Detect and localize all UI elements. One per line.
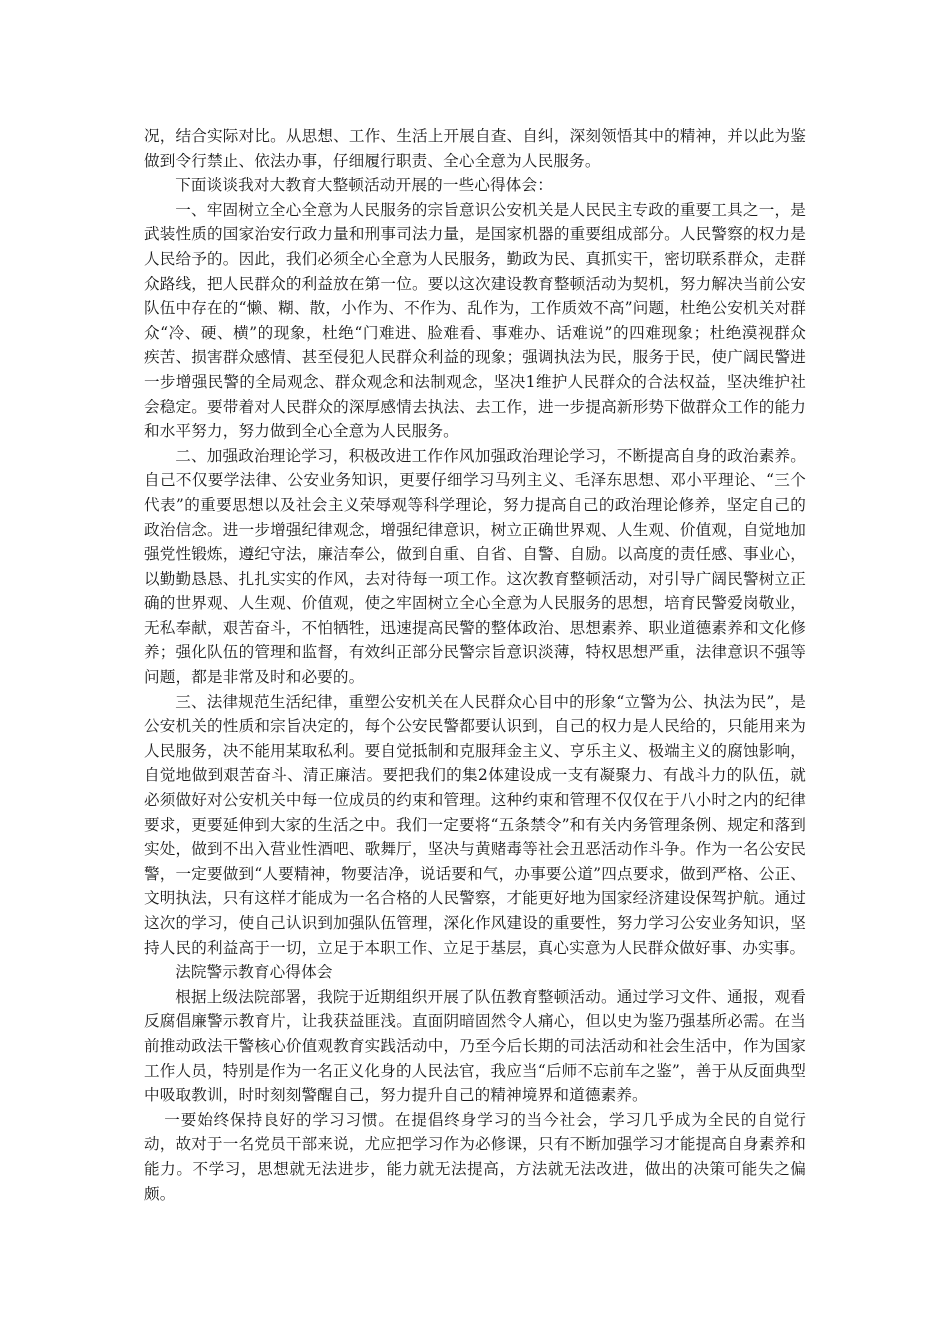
document-body	[144, 124, 806, 1206]
heading-court-warning-education: 法院警示教育心得体会	[175, 963, 333, 982]
paragraph-continuation: 况，结合实际对比。从思想、工作、生活上开展自查、自纠，深刻领悟其中的精神，并以此为鉴做到令行禁止、依法办事，仔细履行职责、全心全意为人民服务。	[144, 127, 806, 170]
paragraph-section-2: 二、加强政治理论学习，积极改进工作作风加强政治理论学习，不断提高自身的政治素养。自己不仅要学法律、公安业务知识，更要仔细学习马列主义、毛泽东思想、邓小平理论、“三个代表”的重要思想以及社会主义荣辱观等科学理论，努力提高自己的政治理论修养，坚定自己的政治信念。进一步增强纪律观念，增强纪律意识，树立正确世界观、人生观、价值观，自觉地加强党性锻炼，遵纪守法，廉洁奉公，做到自重、自省、自警、自励。以高度的责任感、事业心，以勤勤恳恳、扎扎实实的作风，去对待每一项工作。这次教育整顿活动，对引导广阔民警树立正确的世界观、人生观、价值观，使之牢固树立全心全意为人民服务的思想，培育民警爱岗敬业，无私奉献，艰苦奋斗，不怕牺牲，迅速提高民警的整体政治、思想素养、职业道德素养和文化修养；强化队伍的管理和监督，有效纠正部分民警宗旨意识淡薄，特权思想严重，法律意识不强等问题，都是非常及时和必要的。	[144, 446, 806, 687]
paragraph-section-1: 一、牢固树立全心全意为人民服务的宗旨意识公安机关是人民民主专政的重要工具之一，是武装性质的国家治安行政力量和刑事司法力量，是国家机器的重要组成部分。人民警察的权力是人民给予的。因此，我们必须全心全意为人民服务，勤政为民、真抓实干，密切联系群众，走群众路线，把人民群众的利益放在第一位。要以这次建设教育整顿活动为契机，努力解决当前公安队伍中存在的“懒、糊、散，小作为、不作为、乱作为，工作质效不高”问题，杜绝公安机关对群众“冷、硬、横”的现象，杜绝“门难进、脸难看、事难办、话难说”的四难现象；杜绝漠视群众疾苦、损害群众感情、甚至侵犯人民群众利益的现象；强调执法为民，服务于民，使广阔民警进一步增强民警的全局观念、群众观念和法制观念，坚决1维护人民群众的合法权益，坚决维护社会稳定。要带着对人民群众的深厚感情去执法、去工作，进一步提高新形势下做群众工作的能力和水平努力，努力做到全心全意为人民服务。	[144, 200, 806, 441]
paragraph-court-study-habits: 一要始终保持良好的学习习惯。在提倡终身学习的当今社会，学习几乎成为全民的自觉行动，故对于一名党员干部来说，尤应把学习作为必修课，只有不断加强学习才能提高自身素养和能力。不学习，思想就无法进步，能力就无法提高，方法就无法改进，做出的决策可能失之偏颇。	[144, 1110, 806, 1203]
paragraph-section-3: 三、法律规范生活纪律，重塑公安机关在人民群众心目中的形象“立警为公、执法为民”，是公安机关的性质和宗旨决定的，每个公安民警都要认识到，自己的权力是人民给的，只能用来为人民服务，决不能用某取私利。要自觉抵制和克服拜金主义、亨乐主义、极端主义的腐蚀影响，自觉地做到艰苦奋斗、清正廉洁。要把我们的集2体建设成一支有凝聚力、有战斗力的队伍，就必须做好对公安机关中每一位成员的约束和管理。这种约束和管理不仅仅在于八小时之内的纪律要求，更要延伸到大家的生活之中。我们一定要将“五条禁令”和有关内务管理条例、规定和落到实处，做到不出入营业性酒吧、歌舞厅，坚决与黄赌毒等社会丑恶活动作斗争。作为一名公安民警，一定要做到“人要精神，物要洁净，说话要和气，办事要公道”四点要求，做到严格、公正、文明执法，只有这样才能成为一名合格的人民警察，才能更好地为国家经济建设保驾护航。通过这次的学习，使自己认识到加强队伍管理，深化作风建设的重要性，努力学习公安业务知识，坚持人民的利益高于一切，立足于本职工作、立足于基层，真心实意为人民群众做好事、办实事。	[144, 692, 806, 957]
paragraph-court-intro: 根据上级法院部署，我院于近期组织开展了队伍教育整顿活动。通过学习文件、通报，观看反腐倡廉警示教育片，让我获益匪浅。直面阴暗固然令人痛心，但以史为鉴乃强基所必需。在当前推动政法干警核心价值观教育实践活动中，乃至今后长期的司法活动和社会生活中，作为国家工作人员，特别是作为一名正义化身的人民法官，我应当“后师不忘前车之鉴”，善于从反面典型中吸取教训，时时刻刻警醒自己，努力提升自己的精神境界和道德素养。	[144, 987, 806, 1105]
paragraph-intro: 下面谈谈我对大教育大整顿活动开展的一些心得体会：	[175, 176, 554, 195]
